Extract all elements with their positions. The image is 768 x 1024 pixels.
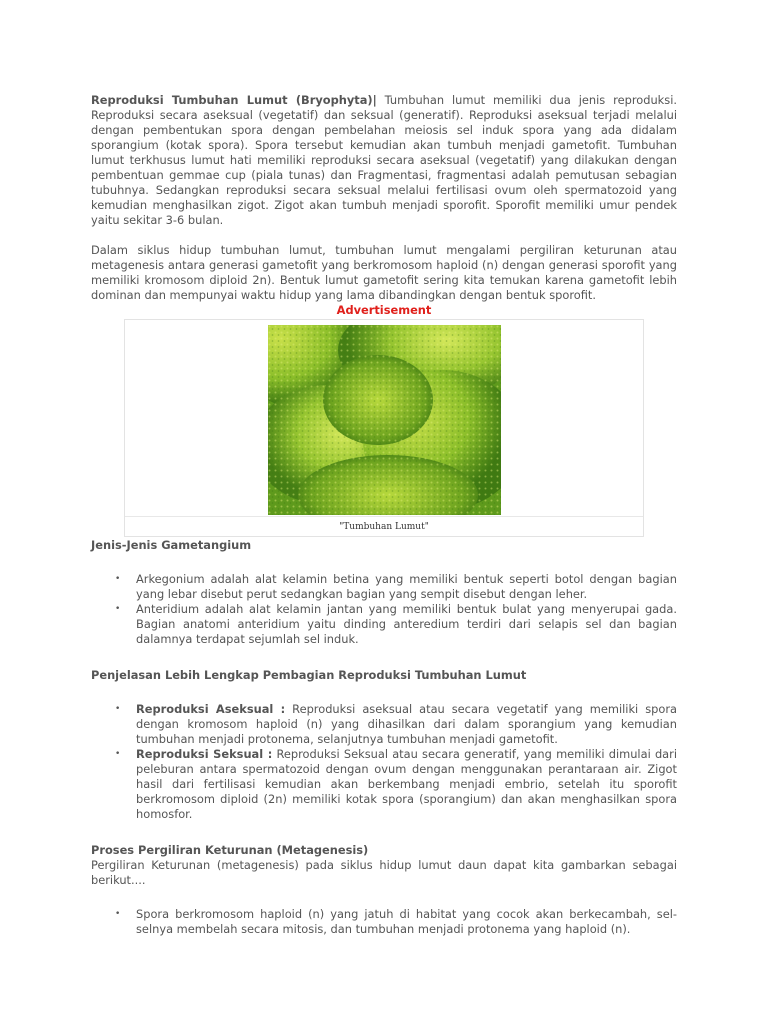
heading-gametangium: Jenis-Jenis Gametangium [91, 538, 252, 552]
advertisement-label: Advertisement [336, 303, 432, 317]
pembagian-list [91, 702, 677, 822]
intro-title: Reproduksi Tumbuhan Lumut (Bryophyta)| [91, 93, 377, 107]
main-sections [91, 538, 677, 937]
intro-text: Tumbuhan lumut memiliki dua jenis reproduksi. Reproduksi secara aseksual (vegetatif) dan seksual (generatif). Reproduksi aseksual terjadi melalui dengan pembentukan spora dengan pembelahan meiosis sel induk spora yang ada didalam sporangium (kotak spora). Spora tersebut kemudian akan tumbuh menjadi gametofit. Tumbuhan lumut terkhusus lumut hati memiliki reproduksi secara aseksual (vegetatif) yang dilakukan dengan pembentuan gemmae cup (piala tunas) dan Fragmentasi, fragmentasi adalah pemutusan sebagian tubuhnya. Sedangkan reproduksi secara seksual melalui fertilisasi ovum oleh spermatozoid yang kemudian menghasilkan zigot. Zigot akan tumbuh menjadi sporofit. Sporofit memiliki umur pendek yaitu sekitar 3-6 bulan. [91, 93, 677, 227]
moss-image [268, 325, 501, 515]
bullet-icon: • [115, 704, 121, 714]
moss-photo [268, 325, 501, 515]
list-item: • Anteridium adalah alat kelamin jantan yang memiliki bentuk bulat yang menyerupai gada. Bagian anatomi anteridium yaitu dinding anteredium terdiri dari selapis sel dan bagian dalamnya terdapat sejumlah sel induk. [115, 602, 677, 646]
heading-metagenesis: Proses Pergiliran Keturunan (Metagenesis) [91, 843, 369, 857]
list-item: • Spora berkromosom haploid (n) yang jatuh di habitat yang cocok akan berkecambah, sel-selnya membelah secara mitosis, dan tumbuhan menjadi protonema yang haploid (n). [115, 907, 677, 936]
intro-block [91, 93, 677, 318]
list-item: • Arkegonium adalah alat kelamin betina yang memiliki bentuk seperti botol dengan bagian yang lebar disebut perut sedangkan bagian yang sempit disebut dengan leher. [115, 572, 677, 601]
figure-caption-bar [125, 516, 643, 538]
item-label: Reproduksi Seksual : [136, 747, 273, 761]
intro-paragraph [91, 93, 677, 228]
bullet-icon: • [115, 749, 121, 759]
heading-pembagian: Penjelasan Lebih Lengkap Pembagian Reproduksi Tumbuhan Lumut [91, 668, 527, 682]
bullet-icon: • [115, 604, 121, 614]
list-item: • Reproduksi Seksual : Reproduksi Seksual atau secara generatif, yang memiliki dimulai dari peleburan antara spermatozoid dengan ovum dengan menggunakan perantaraan air. Zigot hasil dari fertilisasi kemudian akan berkembang menjadi embrio, setelah itu sporofit berkromosom diploid (2n) memiliki kotak spora (sporangium) dan akan menghasilkan spora homosfor. [115, 747, 678, 821]
figure-caption: "Tumbuhan Lumut" [339, 522, 429, 532]
item-label: Reproduksi Aseksual : [136, 702, 286, 716]
metagenesis-intro-paragraph: Dalam siklus hidup tumbuhan lumut, tumbuhan lumut mengalami pergiliran keturunan atau metagenesis antara generasi gametofit yang berkromosom haploid (n) dengan generasi sporofit yang memiliki kromosom diploid 2n). Bentuk lumut gametofit sering kita temukan karena gametofit lebih dominan dan mempunyai waktu hidup yang lama dibandingkan dengan bentuk sporofit. [91, 243, 677, 302]
list-item: • Reproduksi Aseksual : Reproduksi aseksual atau secara vegetatif yang memiliki spora dengan kromosom haploid (n) yang dihasilkan dari dalam sporangium yang kemudian tumbuhan menjadi protonema, selanjutnya tumbuhan menjadi gametofit. [115, 702, 677, 746]
metagenesis-paragraph: Pergiliran Keturunan (metagenesis) pada siklus hidup lumut daun dapat kita gambarkan sebagai berikut.... [91, 858, 677, 887]
moss-figure [124, 319, 644, 537]
metagenesis-list [91, 907, 677, 937]
gametangium-list [91, 572, 677, 647]
bullet-icon: • [115, 909, 121, 919]
bullet-icon: • [115, 574, 121, 584]
